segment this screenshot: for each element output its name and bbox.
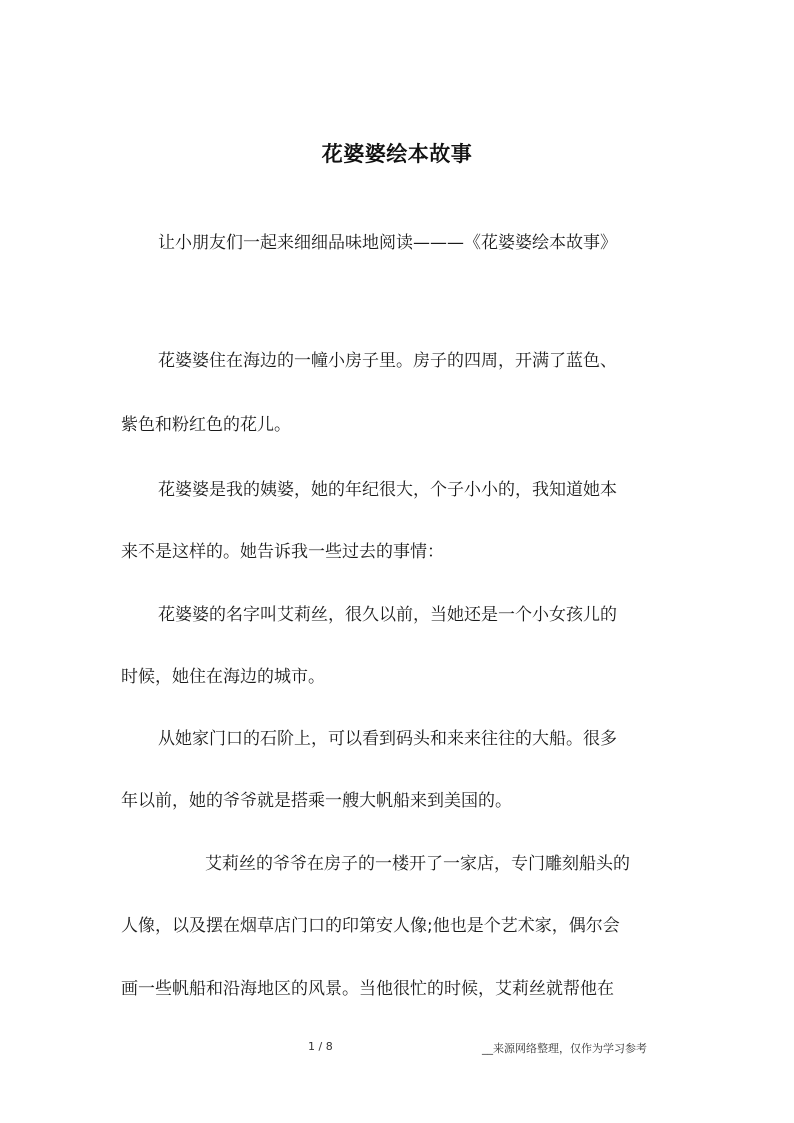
paragraph-line: 从她家门口的石阶上，可以看到码头和来来往往的大船。很多: [158, 729, 617, 749]
document-title: 花婆婆绘本故事: [321, 141, 473, 166]
paragraph-line: 花婆婆的名字叫艾莉丝，很久以前，当她还是一个小女孩儿的: [158, 605, 617, 625]
source-note: __来源网络整理，仅作为学习参考: [482, 1042, 647, 1055]
intro-line: 让小朋友们一起来细细品味地阅读———《花婆婆绘本故事》: [158, 233, 617, 253]
page-number: 1 / 8: [308, 1040, 333, 1053]
paragraph-line: 来不是这样的。她告诉我一些过去的事情：: [121, 542, 444, 562]
paragraph-line: 画一些帆船和沿海地区的风景。当他很忙的时候，艾莉丝就帮他在: [121, 979, 614, 999]
paragraph-line: 花婆婆是我的姨婆，她的年纪很大，个子小小的，我知道她本: [158, 480, 617, 500]
paragraph-line: 年以前，她的爷爷就是搭乘一艘大帆船来到美国的。: [121, 791, 512, 811]
paragraph-line: 紫色和粉红色的花儿。: [121, 415, 291, 435]
paragraph-line: 花婆婆住在海边的一幢小房子里。房子的四周，开满了蓝色、: [158, 351, 617, 371]
paragraph-line: 艾莉丝的爷爷在房子的一楼开了一家店，专门雕刻船头的: [205, 854, 630, 874]
paragraph-line: 人像，以及摆在烟草店门口的印第安人像;他也是个艺术家，偶尔会: [121, 916, 620, 936]
paragraph-line: 时候，她住在海边的城市。: [121, 667, 325, 687]
